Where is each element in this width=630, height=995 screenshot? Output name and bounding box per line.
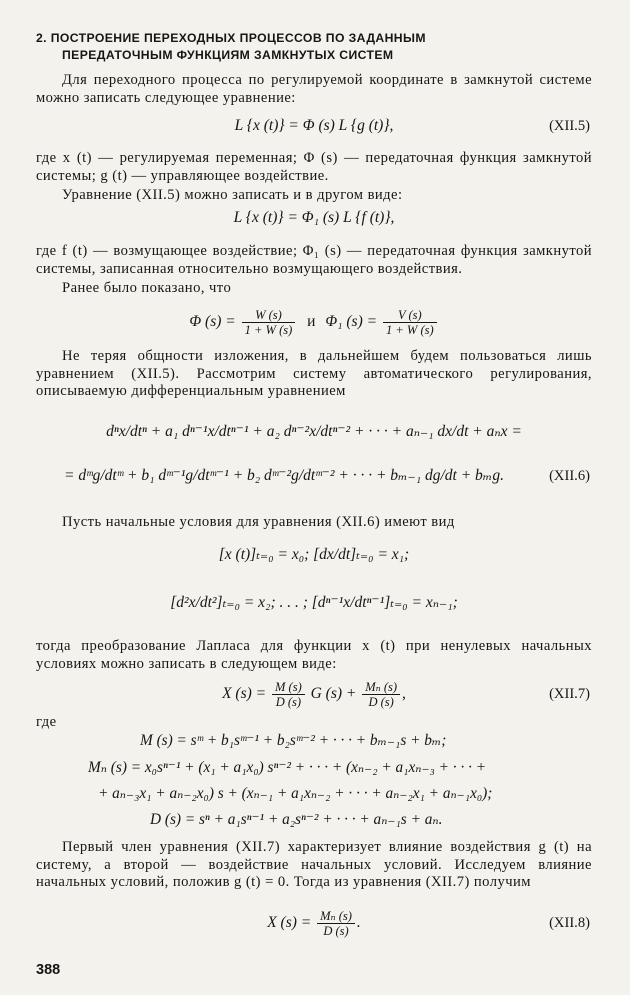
paragraph-6: Не теряя общности изложения, в дальнейшем будем пользоваться лишь уравнением (XII.5). Рассмотрим систему автоматического регулирования, описываемую дифференциальным уравнением [36, 348, 592, 399]
eq8-fraction [317, 909, 355, 938]
eq7-fraction-2 [362, 680, 400, 709]
equation-xii-5 [36, 111, 592, 143]
heading-line-2: ПЕРЕДАТОЧНЫМ ФУНКЦИЯМ ЗАМКНУТЫХ СИСТЕМ [62, 48, 394, 62]
equation-number-xii-7: (XII.7) [549, 686, 590, 702]
equation-number-xii-6: (XII.6) [549, 468, 590, 484]
eq7-fraction-2-denominator: D (s) [368, 694, 394, 709]
phi1-numerator: V (s) [383, 308, 437, 323]
phi1-denominator: 1 + W (s) [385, 322, 434, 337]
equation-xii-6-line-2-body: = dᵐg/dtᵐ + b₁ dᵐ⁻¹g/dtᵐ⁻¹ + b₂ dᵐ⁻²g/dtᵐ⁻² + · · · + bₘ₋₁ dg/dt + bₘg. [64, 467, 504, 484]
eq8-denominator: D (s) [323, 923, 349, 938]
equation-xii-7-body: X (s) = $\frac{M (s)}{D (s)}$ G (s) + $\frac{\text{Mₙ (s)}}{D (s)}$ , [222, 679, 406, 709]
paragraph-10: Первый член уравнения (XII.7) характеризует влияние воздействия g (t) на систему, а второй — воздействие начальных условий. Исследуем влияние начальных условий, положив g (t) = 0. Тогда из уравнения (XII.7) получим [36, 839, 592, 890]
eq8-numerator: Mₙ (s) [317, 909, 355, 924]
paragraph-2: где x (t) — регулируемая переменная; Φ (s) — передаточная функция замкнутой системы; g (t) — управляющее воздействие. [36, 150, 592, 184]
phi-fraction [242, 308, 296, 337]
polynomial-mn-line-2: + aₙ₋₃x₁ + aₙ₋₂x₀) s + (xₙ₋₁ + a₁xₙ₋₂ + · · · + aₙ₋₂x₁ + aₙ₋₁x₀); [98, 785, 493, 802]
section-heading [36, 30, 596, 64]
equation-xii-6-line-2 [36, 458, 592, 498]
polynomial-d: D (s) = sⁿ + a₁sⁿ⁻¹ + a₂sⁿ⁻² + · · · + aₙ₋₁s + aₙ. [150, 811, 443, 828]
eq7-fraction-1-denominator: D (s) [275, 694, 302, 709]
eq8-left: X (s) = [267, 914, 312, 931]
paragraph-9: где [36, 714, 57, 730]
initial-conditions-line-1 [36, 538, 592, 574]
eq7-fraction-1 [272, 680, 305, 709]
phi1-fraction [383, 308, 437, 337]
paragraph-8: тогда преобразование Лапласа для функции x (t) при ненулевых начальных условиях можно записать в следующем виде: [36, 638, 592, 672]
phi-left: Φ (s) = [189, 313, 236, 330]
paragraph-7: Пусть начальные условия для уравнения (XII.6) имеют вид [62, 514, 455, 530]
paragraph-5: Ранее было показано, что [62, 280, 232, 296]
equation-xii-8 [36, 905, 592, 943]
phi1-left: Φ₁ (s) = [325, 313, 378, 330]
equation-xii-6-line-1-body: dⁿx/dtⁿ + a₁ dⁿ⁻¹x/dtⁿ⁻¹ + a₂ dⁿ⁻²x/dtⁿ⁻² + · · · + aₙ₋₁ dx/dt + aₙx = [106, 423, 522, 440]
conjunction-and: и [307, 313, 316, 330]
initial-conditions-line-2-body: [d²x/dt²]ₜ₌₀ = x₂; . . . ; [dⁿ⁻¹x/dtⁿ⁻¹]ₜ₌₀ = xₙ₋₁; [170, 594, 458, 611]
equation-xii-7 [36, 676, 592, 714]
eq7-fraction-2-numerator: Mₙ (s) [362, 680, 400, 695]
equation-xii-8-body: X (s) = $\frac{\text{Mₙ (s)}}{D (s)}$ . [267, 908, 361, 938]
page-number: 388 [36, 962, 61, 978]
eq7-fraction-1-numerator: M (s) [272, 680, 305, 695]
paragraph-3: Уравнение (XII.5) можно записать и в другом виде: [62, 187, 403, 203]
eq7-middle: G (s) + [310, 685, 357, 702]
equation-number-xii-8: (XII.8) [549, 915, 590, 931]
paragraph-4: где f (t) — возмущающее воздействие; Φ₁ (s) — передаточная функция замкнутой системы, записанная относительно возмущающего воздействия. [36, 243, 592, 277]
equation-number-xii-5: (XII.5) [549, 118, 590, 134]
equation-xii-5-alt [36, 203, 592, 235]
eq7-left: X (s) = [222, 685, 267, 702]
phi-numerator: W (s) [242, 308, 296, 323]
equation-transfer-functions [36, 304, 592, 344]
paragraph-1: Для переходного процесса по регулируемой координате в замкнутой системе можно записать следующее уравнение: [36, 72, 592, 106]
polynomial-mn-line-1: Mₙ (s) = x₀sⁿ⁻¹ + (x₁ + a₁x₀) sⁿ⁻² + · · · + (xₙ₋₂ + a₁xₙ₋₃ + · · · + [88, 759, 487, 776]
polynomial-m: M (s) = sᵐ + b₁sᵐ⁻¹ + b₂sᵐ⁻² + · · · + bₘ₋₁s + bₘ; [140, 732, 447, 749]
heading-line-1: 2. ПОСТРОЕНИЕ ПЕРЕХОДНЫХ ПРОЦЕССОВ ПО ЗАДАННЫМ [36, 31, 426, 45]
phi-denominator: 1 + W (s) [244, 322, 293, 337]
initial-conditions-line-2 [36, 586, 592, 622]
initial-conditions-line-1-body: [x (t)]ₜ₌₀ = x₀; [dx/dt]ₜ₌₀ = x₁; [218, 546, 410, 563]
equation-xii-5-alt-body: L {x (t)} = Φ₁ (s) L {f (t)}, [233, 209, 395, 226]
equation-xii-6-line-1 [36, 414, 592, 454]
equation-xii-5-body: L {x (t)} = Φ (s) L {g (t)}, [234, 117, 394, 134]
equation-transfer-functions-body [36, 304, 592, 340]
